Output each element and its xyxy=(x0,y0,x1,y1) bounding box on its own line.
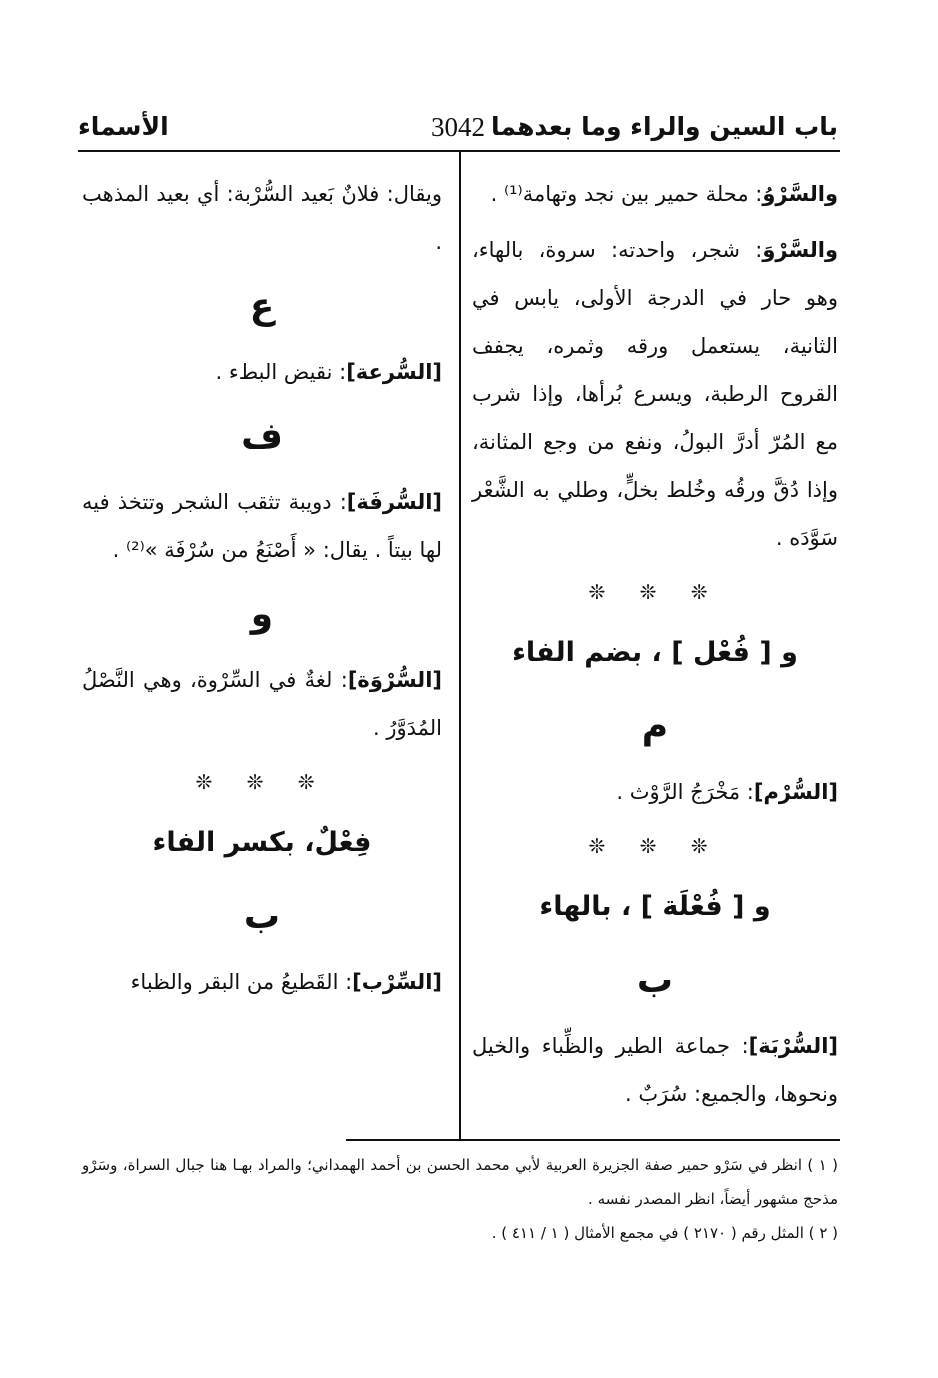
entry-definition: : لغةٌ في السِّرْوة، وهي النَّصْلُ المُدَوَّرُ . xyxy=(82,668,442,740)
entry-definition: : دويبة تثقب الشجر وتتخذ فيه لها بيتاً . يقال: « أَصْنَعُ من سُرْفَة »⁽²⁾ . xyxy=(82,490,442,562)
entry-surm xyxy=(472,768,838,816)
section-separator: ❊ ❊ ❊ xyxy=(588,580,722,604)
left-column xyxy=(82,170,442,1014)
footnote-2: ( ٢ ) المثل رقم ( ٢١٧٠ ) في مجمع الأمثال ( ١ / ٤١١ ) . xyxy=(491,1224,838,1242)
section-separator: ❊ ❊ ❊ xyxy=(588,834,722,858)
section-name: الأسماء xyxy=(78,112,169,141)
letter-heading: ب xyxy=(243,896,281,937)
footnote-1: ( ١ ) انظر في سَرْو حمير صفة الجزيرة العربية لأبي محمد الحسن بن أحمد الهمداني؛ والمراد بهـا هنا جبال السراة، وسَرْو مذحج مشهور أيضاً، انظر المصدر نفسه . xyxy=(82,1156,838,1208)
entry-sarw-place xyxy=(472,170,838,218)
entry-headword: [السُّرْبَة] xyxy=(748,1034,838,1058)
entry-headword: [السُّرعة] xyxy=(346,360,442,384)
page-number: 3042 xyxy=(431,112,485,142)
entry-sirb xyxy=(82,958,442,1006)
entry-sura xyxy=(82,348,442,396)
entry-definition: : نقيض البطء . xyxy=(215,360,347,384)
section-heading: فِعْلٌ، بكسر الفاء xyxy=(152,827,372,858)
footnotes xyxy=(82,1148,838,1250)
chapter-title: باب السين والراء وما بعدهما xyxy=(490,112,838,141)
column-divider xyxy=(459,152,461,1140)
entry-definition: : محلة حمير بين نجد وتهامة⁽¹⁾ . xyxy=(490,182,763,206)
footnote-rule xyxy=(346,1139,840,1141)
right-column xyxy=(472,170,838,1126)
entry-definition: : جماعة الطير والظِّباء والخيل ونحوها، والجميع: سُرَبٌ . xyxy=(472,1034,838,1106)
entry-surfa xyxy=(82,478,442,574)
entry-definition: : شجر، واحدته: سروة، بالهاء، وهو حار في الدرجة الأولى، يابس في الثانية، يستعمل ورقه وثمره، يجفف القروح الرطبة، ويسرع بُرأها، وإذا شرب مع المُرّ أدرَّ البولُ، ونفع من وجع المثانة، وإذا دُقَّ ورقُه وخُلط بخلٍّ، وطلي به الشَّعْر سَوَّدَه . xyxy=(472,238,838,550)
entry-surwa xyxy=(82,656,442,752)
section-separator: ❊ ❊ ❊ xyxy=(195,770,329,794)
entry-definition: : مَخْرَجُ الرَّوْث . xyxy=(616,780,754,804)
entry-headword: [السُّرْوَة] xyxy=(347,668,442,692)
entry-continuation: ويقال: فلانٌ بَعيد السُّرْبة: أي بعيد المذهب . xyxy=(82,182,442,254)
entry-headword: [السُّرْم] xyxy=(753,780,838,804)
letter-heading: ف xyxy=(241,416,283,457)
entry-headword: والسَّرْوُ xyxy=(762,182,838,206)
section-heading: و [ فُعْلَة ] ، بالهاء xyxy=(539,891,771,922)
letter-heading: و xyxy=(250,594,274,635)
entry-headword: والسَّرْوَ xyxy=(762,238,838,262)
entry-surba xyxy=(472,1022,838,1118)
running-header xyxy=(78,112,838,152)
entry-headword: [السُّرفَة] xyxy=(346,490,442,514)
entry-definition: : القَطيعُ من البقر والظباء xyxy=(130,970,353,994)
letter-heading: ب xyxy=(636,960,674,1001)
entry-sarw-tree xyxy=(472,226,838,562)
letter-heading: ع xyxy=(249,286,275,327)
section-heading: و [ فُعْل ] ، بضم الفاء xyxy=(512,637,798,668)
letter-heading: م xyxy=(641,706,669,747)
entry-headword: [السِّرْب] xyxy=(352,970,442,994)
